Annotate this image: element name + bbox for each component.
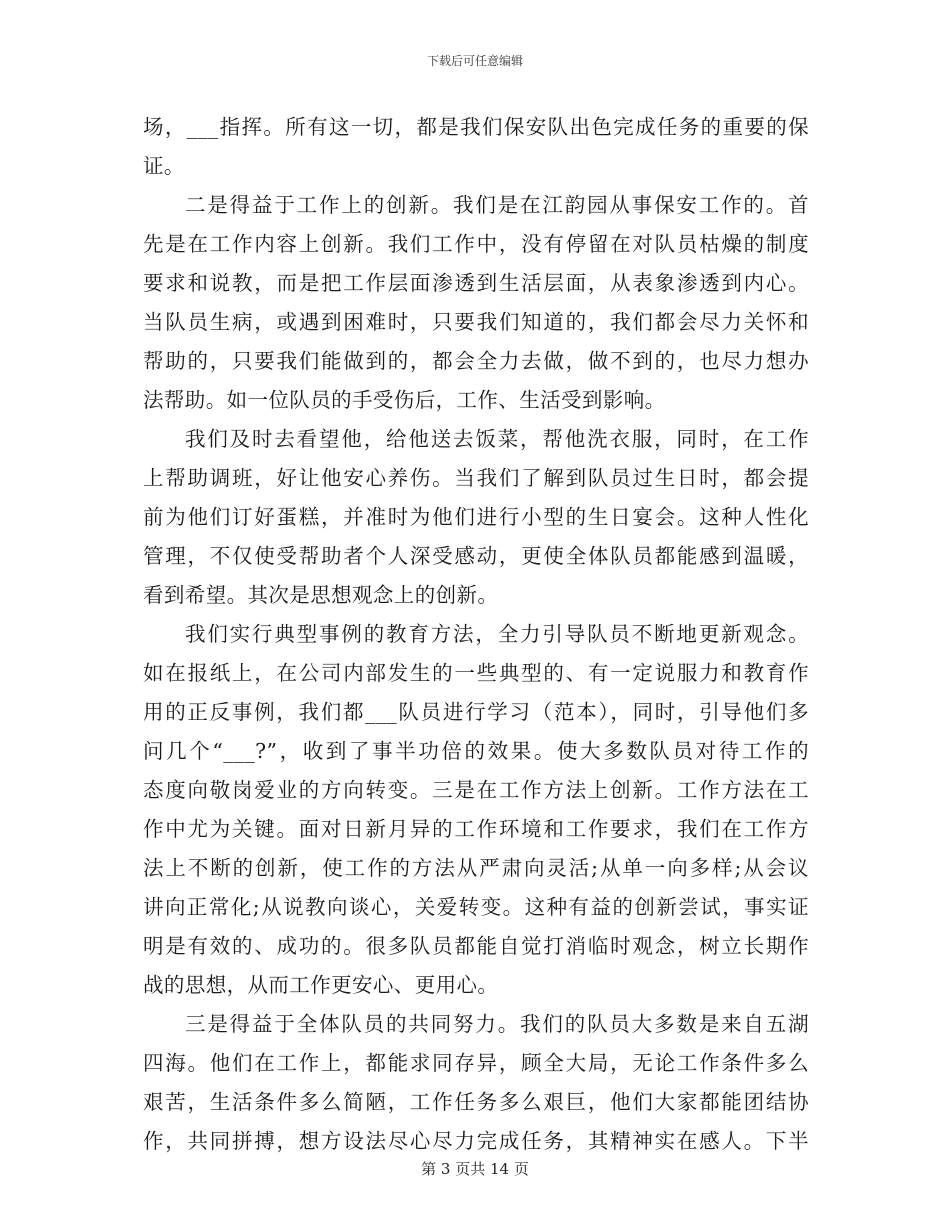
paragraph xyxy=(143,108,809,186)
text-line: 看到希望。其次是思想观念上的创新。 xyxy=(143,583,499,607)
text-line: 问几个“___?”，收到了事半功倍的效果。使大多数队员对待工作的 xyxy=(143,739,809,763)
text-line: 态度向敬岗爱业的方向转变。三是在工作方法上创新。工作方法在工 xyxy=(143,778,809,802)
text-line: 四海。他们在工作上，都能求同存异，顾全大局，无论工作条件多么 xyxy=(143,1051,809,1075)
paragraph xyxy=(143,615,809,1005)
page-header: 下载后可任意编辑 xyxy=(426,54,523,68)
text-line: 场，___指挥。所有这一切，都是我们保安队出色完成任务的重要的保 xyxy=(143,115,809,139)
text-line: 作，共同拼搏，想方设法尽心尽力完成任务，其精神实在感人。下半 xyxy=(143,1129,809,1153)
text-line: 先是在工作内容上创新。我们工作中，没有停留在对队员枯燥的制度 xyxy=(143,232,809,256)
text-line: 法帮助。如一位队员的手受伤后，工作、生活受到影响。 xyxy=(143,388,666,412)
paragraph xyxy=(143,186,809,420)
text-line: 我们及时去看望他，给他送去饭菜，帮他洗衣服，同时，在工作 xyxy=(185,427,809,451)
document-body xyxy=(143,108,809,1161)
text-line: 作中尤为关键。面对日新月异的工作环境和工作要求，我们在工作方 xyxy=(143,817,809,841)
text-line: 证。 xyxy=(143,154,185,178)
text-line: 明是有效的、成功的。很多队员都能自觉打消临时观念，树立长期作 xyxy=(143,934,809,958)
text-line: 二是得益于工作上的创新。我们是在江韵园从事保安工作的。首 xyxy=(185,193,809,217)
text-line: 当队员生病，或遇到困难时，只要我们知道的，我们都会尽力关怀和 xyxy=(143,310,809,334)
text-line: 要求和说教，而是把工作层面渗透到生活层面，从表象渗透到内心。 xyxy=(143,271,809,295)
paragraph xyxy=(143,420,809,615)
paragraph xyxy=(143,1005,809,1161)
text-line: 上帮助调班，好让他安心养伤。当我们了解到队员过生日时，都会提 xyxy=(143,466,809,490)
text-line: 用的正反事例，我们都___队员进行学习（范本），同时，引导他们多 xyxy=(143,700,809,724)
text-line: 前为他们订好蛋糕，并准时为他们进行小型的生日宴会。这种人性化 xyxy=(143,505,809,529)
text-line: 战的思想，从而工作更安心、更用心。 xyxy=(143,973,499,997)
text-line: 管理，不仅使受帮助者个人深受感动，更使全体队员都能感到温暖， xyxy=(143,544,809,568)
text-line: 帮助的，只要我们能做到的，都会全力去做，做不到的，也尽力想办 xyxy=(143,349,809,373)
text-line: 三是得益于全体队员的共同努力。我们的队员大多数是来自五湖 xyxy=(185,1012,809,1036)
text-line: 艰苦，生活条件多么简陋，工作任务多么艰巨，他们大家都能团结协 xyxy=(143,1090,809,1114)
text-line: 如在报纸上，在公司内部发生的一些典型的、有一定说服力和教育作 xyxy=(143,661,809,685)
text-line: 法上不断的创新，使工作的方法从严肃向灵活;从单一向多样;从会议 xyxy=(143,856,809,880)
text-line: 讲向正常化;从说教向谈心，关爱转变。这种有益的创新尝试，事实证 xyxy=(143,895,809,919)
page-footer: 第 3 页共 14 页 xyxy=(421,1160,529,1178)
text-line: 我们实行典型事例的教育方法，全力引导队员不断地更新观念。 xyxy=(185,622,809,646)
